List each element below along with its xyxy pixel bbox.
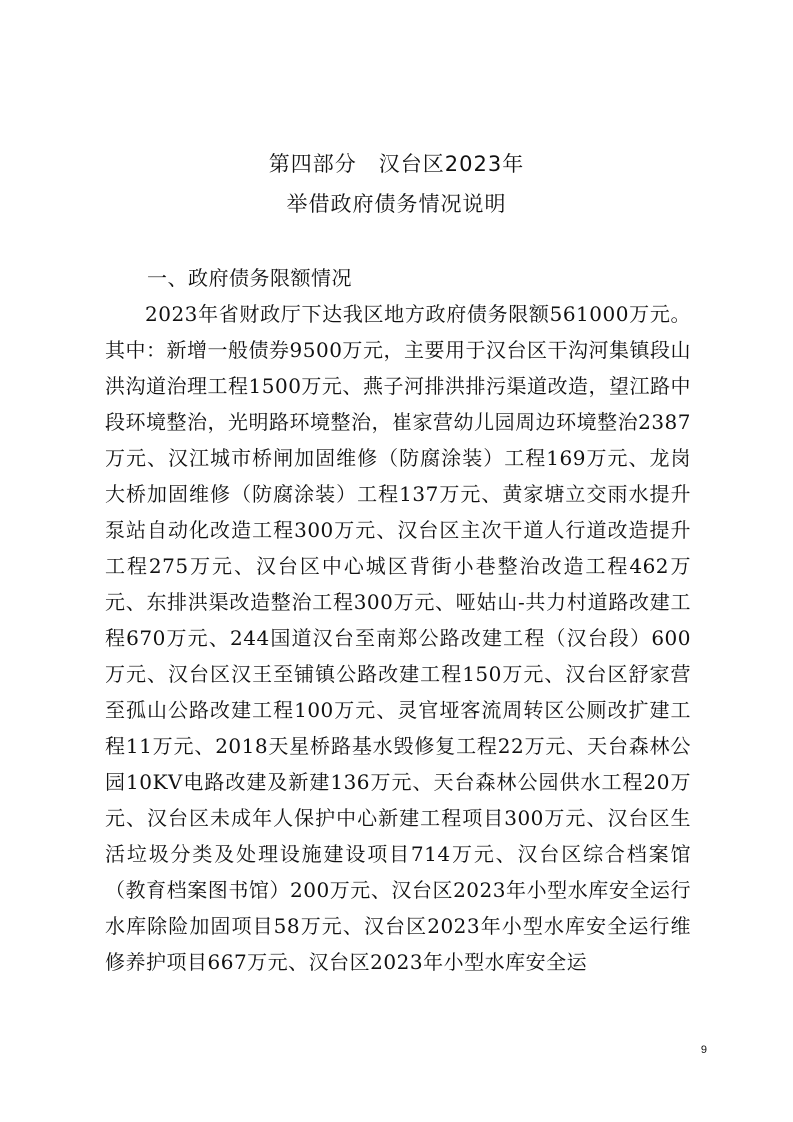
body-paragraph: 2023年省财政厅下达我区地方政府债务限额561000万元。其中：新增一般债券9500万元，主要用于汉台区干沟河集镇段山洪沟道治理工程1500万元、燕子河排洪排污渠道改造，望江路中段环境整治，光明路环境整治，崔家营幼儿园周边环境整治2387万元、汉江城市桥闸加固维修（防腐涂装）工程169万元、龙岗大桥加固维修（防腐涂装）工程137万元、黄家塘立交雨水提升泵站自动化改造工程300万元、汉台区主次干道人行道改造提升工程275万元、汉台区中心城区背街小巷整治改造工程462万元、东排洪渠改造整治工程300万元、哑姑山-共力村道路改建工程670万元、244国道汉台至南郑公路改建工程（汉台段）600万元、汉台区汉王至铺镇公路改建工程150万元、汉台区舒家营至孤山公路改建工程100万元、灵官垭客流周转区公厕改扩建工程11万元、2018天星桥路基水毁修复工程22万元、天台森林公园10KV电路改建及新建136万元、天台森林公园供水工程20万元、汉台区未成年人保护中心新建工程项目300万元、汉台区生活垃圾分类及处理设施建设项目714万元、汉台区综合档案馆（教育档案图书馆）200万元、汉台区2023年小型水库安全运行水库除险加固项目58万元、汉台区2023年小型水库安全运行维修养护项目667万元、汉台区2023年小型水库安全运 <box>105 302 691 974</box>
page-number: 9 <box>700 1044 707 1056</box>
document-title-line-2: 举借政府债务情况说明 <box>286 192 507 216</box>
document-title-line-1: 第四部分 汉台区2023年 <box>268 152 525 176</box>
section-heading: 一、政府债务限额情况 <box>147 266 352 290</box>
